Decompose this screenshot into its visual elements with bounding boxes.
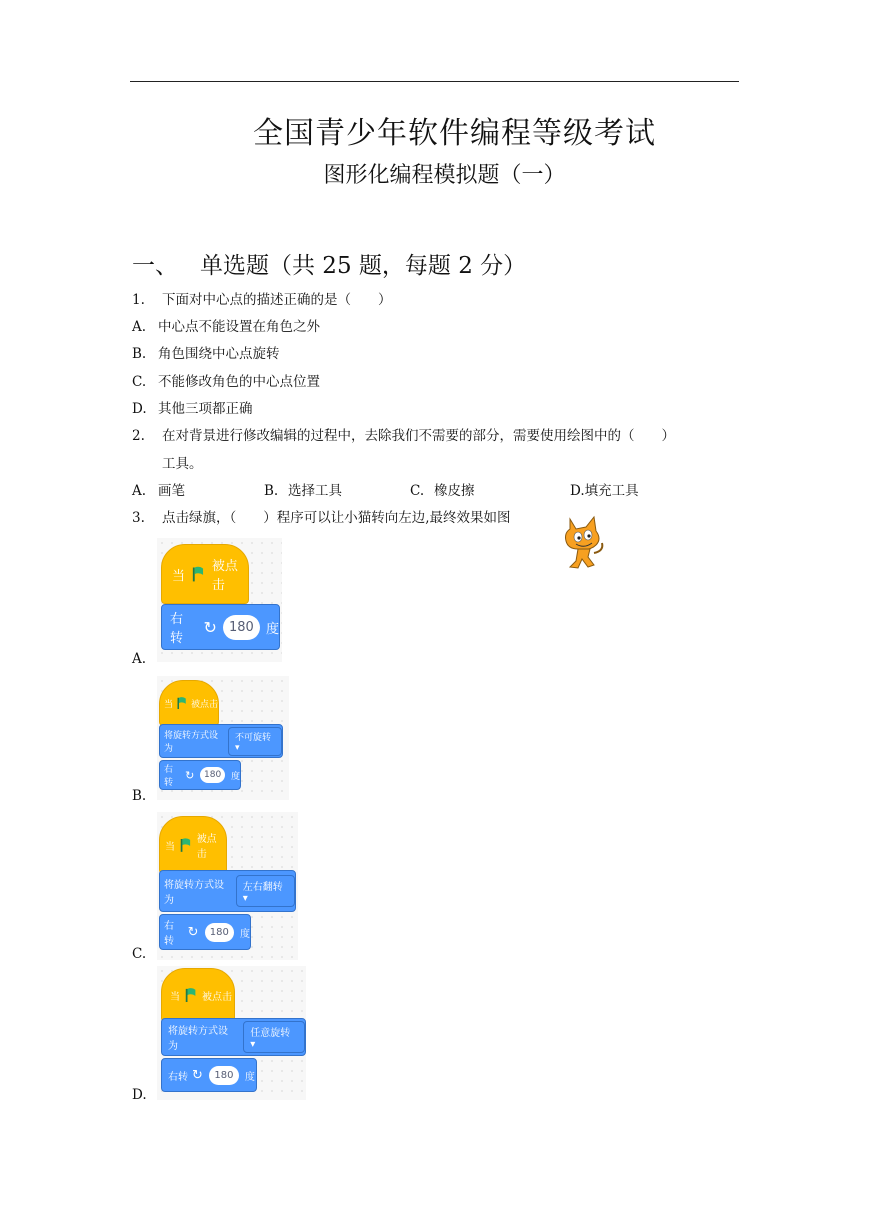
question-2-text: 在对背景进行修改编辑的过程中，去除我们不需要的部分，需要使用绘图中的（ ） [162,428,675,444]
rotate-right-icon: ↻ [203,617,217,637]
question-1-text: 下面对中心点的描述正确的是（ ） [162,292,392,308]
scratch-cat-icon [556,513,608,571]
section-heading [132,247,526,280]
rotate-right-icon: ↻ [192,1067,203,1083]
q3-option-b-image: 当 被点击 将旋转方式设为 不可旋转 ▾ 右转 ↻ 180 度 [157,676,289,800]
q3-option-d-image: 当 被点击 将旋转方式设为 任意旋转 ▾ 右转 ↻ 180 度 [157,966,306,1100]
question-3-text: 点击绿旗，（ ）程序可以让小猫转向左边,最终效果如图 [162,510,511,526]
rotate-right-icon: ↻ [187,924,199,940]
rotate-right-icon: ↻ [185,768,195,782]
green-flag-icon [184,987,198,1003]
green-flag-icon [191,565,206,583]
q3-option-a-image: 当 被点击 右转 ↻ 180 度 [157,538,282,662]
page-subtitle: 图形化编程模拟题（一） [323,163,566,188]
header-rule [130,81,739,82]
section-title: 单选题（共 25 题，每题 2 分） [200,253,527,279]
q3-option-c-image: 当 被点击 将旋转方式设为 左右翻转 ▾ 右转 ↻ 180 度 [157,812,298,960]
green-flag-icon [179,837,193,853]
section-number: 一、 [132,253,178,279]
green-flag-icon [176,696,188,710]
page-title: 全国青少年软件编程等级考试 [253,116,656,151]
